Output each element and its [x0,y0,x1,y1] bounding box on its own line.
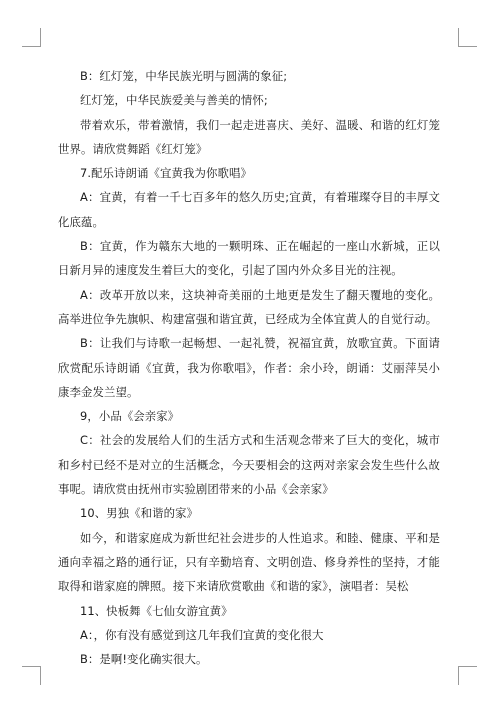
paragraph-dialogue: B：红灯笼，中华民族光明与圆满的象征; [80,69,288,83]
paragraph-dialogue: A：，你有没有感觉到这几年我们宜黄的变化很大 [80,627,324,642]
paragraph-dialogue: B：让我们与诗歌一起畅想、一起礼赞，祝福宜黄，放歌宜黄。下面请欣赏配乐诗朗诵《宜黄，我为你歌唱》，作者：余小玲，朗诵：艾丽萍吴小康李金发兰望。 [58,336,440,399]
program-heading: 9，小品《会亲家》 [80,409,180,424]
paragraph-intro: 如今，和谐家庭成为新世纪社会进步的人性追求。和睦、健康、平和是通向幸福之路的通行证，只有辛勤培育、文明创造、修身养性的坚持，才能取得和谐家庭的牌照。接下来请欣赏歌曲《和谐的家》，演唱者：吴松 [58,530,440,594]
paragraph-dialogue: A：宜黄，有着一千七百多年的悠久历史;宜黄，有着璀璨夺目的丰厚文化底蕴。 [58,190,440,229]
crop-mark-top-left [22,28,41,47]
program-heading: 11、快板舞《七仙女游宜黄》 [80,603,233,618]
crop-mark-bottom-right [458,666,477,685]
program-heading: 10、男独《和谐的家》 [80,506,199,521]
document-body [58,64,440,671]
paragraph-dialogue: 红灯笼，中华民族爱美与善美的情怀; [80,93,268,108]
program-heading: 7.配乐诗朗诵《宜黄我为你歌唱》 [80,166,252,181]
paragraph-intro: 带着欢乐，带着激情，我们一起走进喜庆、美好、温暖、和谐的红灯笼世界。请欣赏舞蹈《红灯笼》 [58,117,440,156]
paragraph-dialogue: B：是啊!变化确实很大。 [80,652,208,667]
paragraph-dialogue: A：改革开放以来，这块神奇美丽的土地更是发生了翻天覆地的变化。高举进位争先旗帜、构建富强和谐宜黄，已经成为全体宜黄人的自觉行动。 [58,287,440,326]
paragraph-dialogue: C：社会的发展给人们的生活方式和生活观念带来了巨大的变化，城市和乡村已经不是对立的生活概念，今天要相会的这两对亲家会发生些什么故事呢。请欣赏由抚州市实验剧团带来的小品《会亲家》 [58,433,440,497]
crop-mark-top-right [458,28,477,47]
paragraph-dialogue: B：宜黄，作为赣东大地的一颗明珠、正在崛起的一座山水新城，正以日新月异的速度发生着巨大的变化，引起了国内外众多目光的注视。 [58,239,440,278]
crop-mark-bottom-left [22,666,41,685]
